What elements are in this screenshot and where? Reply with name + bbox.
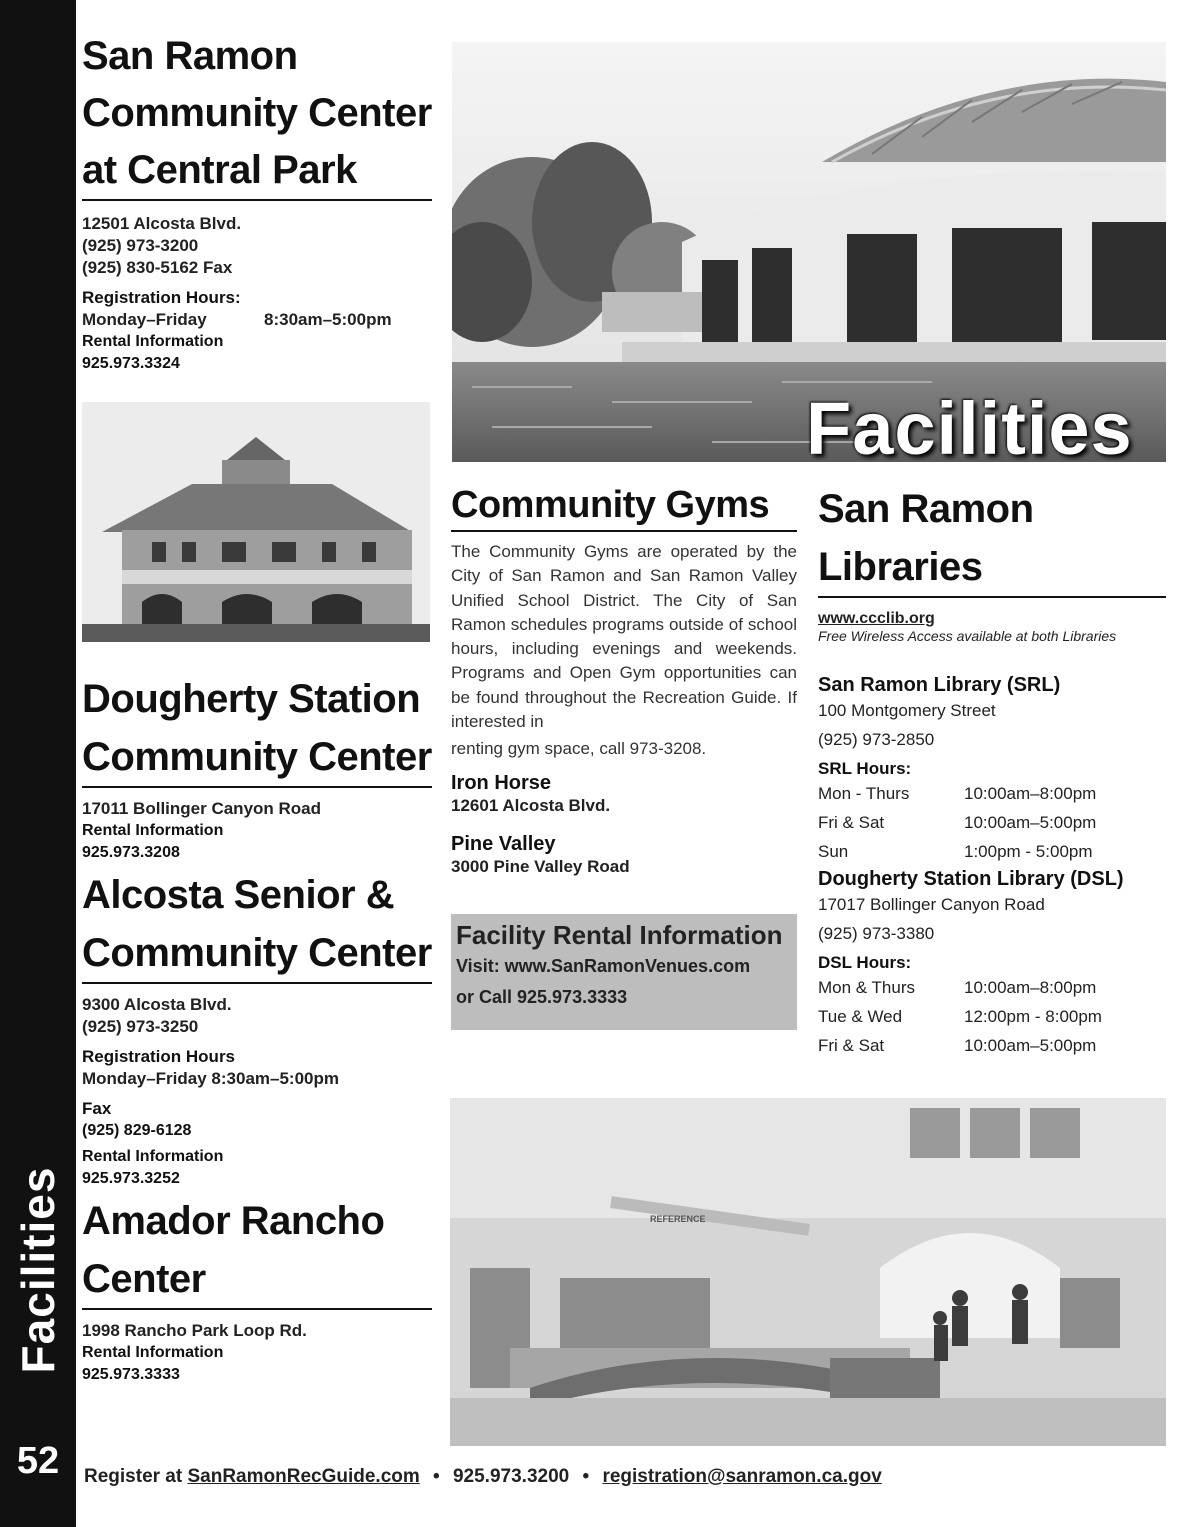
gyms-section	[451, 480, 797, 878]
rental-info-title: Facility Rental Information	[456, 920, 783, 950]
alcosta-rental-phone: 925.973.3252	[82, 1170, 180, 1187]
sidebar-title: Facilities	[12, 1166, 64, 1374]
dsl-hours-row: Fri & Sat 10:00am–5:00pm	[818, 1036, 1097, 1055]
dsl-hours-row: Mon & Thurs 10:00am–8:00pm	[818, 978, 1097, 997]
srl-address: 100 Montgomery Street	[818, 701, 996, 720]
rental-info-website: Visit: www.SanRamonVenues.com	[456, 956, 751, 976]
iron-horse-address: 12601 Alcosta Blvd.	[451, 795, 611, 815]
wireless-note: Free Wireless Access available at both Libraries	[818, 628, 1117, 644]
amador-title: Amador Rancho Center	[82, 1192, 432, 1310]
alcosta-reg-label: Registration Hours	[82, 1047, 236, 1066]
amador-rental-phone: 925.973.3333	[82, 1366, 180, 1383]
dsl-name: Dougherty Station Library (DSL)	[818, 868, 1124, 890]
dougherty-rental-label: Rental Information	[82, 822, 224, 839]
reference-sign: REFERENCE	[650, 1214, 706, 1224]
dsl-hours-table	[818, 973, 1166, 1060]
central-park-reg-label: Registration Hours:	[82, 288, 241, 307]
dougherty-photo	[82, 402, 430, 642]
amador-address: 1998 Rancho Park Loop Rd.	[82, 1321, 307, 1340]
alcosta-fax: (925) 829-6128	[82, 1122, 192, 1139]
dougherty-address: 17011 Bollinger Canyon Road	[82, 799, 322, 818]
libraries-section	[818, 480, 1166, 1060]
libraries-title: San Ramon Libraries	[818, 480, 1166, 598]
alcosta-section	[82, 866, 432, 1190]
central-park-contact: 12501 Alcosta Blvd. (925) 973-3200 (925) 830-5162 Fax	[82, 214, 242, 277]
srl-hours-table	[818, 779, 1166, 866]
footer-separator: •	[582, 1466, 590, 1487]
central-park-rental-label: Rental Information	[82, 333, 224, 350]
hero-title: Facilities	[806, 387, 1133, 470]
dougherty-title: Dougherty Station Community Center	[82, 670, 432, 788]
alcosta-fax-label: Fax	[82, 1099, 112, 1118]
pine-valley-address: 3000 Pine Valley Road	[451, 856, 630, 876]
dougherty-rental-phone: 925.973.3208	[82, 844, 180, 861]
gyms-title: Community Gyms	[451, 480, 797, 532]
footer-site-link[interactable]: SanRamonRecGuide.com	[187, 1466, 420, 1487]
footer	[84, 1466, 882, 1488]
alcosta-rental-label: Rental Information	[82, 1148, 224, 1165]
footer-email-link[interactable]: registration@sanramon.ca.gov	[602, 1466, 882, 1487]
page-number: 52	[16, 1440, 60, 1482]
central-park-title: San Ramon Community Center at Central Park	[82, 28, 432, 201]
gyms-paragraph: The Community Gyms are operated by the City of San Ramon and San Ramon Valley Unified School District. The City of San Ramon schedules programs outside of school hours, including evenings and weekends. Programs and Open Gym opportunities can be found throughout the Recreation Guide. If interested in	[451, 542, 797, 732]
iron-horse-name: Iron Horse	[451, 771, 552, 794]
sidebar	[0, 0, 76, 1527]
dougherty-section	[82, 670, 432, 864]
alcosta-reg-hours: Monday–Friday 8:30am–5:00pm	[82, 1069, 339, 1088]
gyms-paragraph-last: renting gym space, call 973-3208.	[451, 739, 707, 759]
central-park-section	[82, 28, 432, 375]
amador-rental-label: Rental Information	[82, 1344, 224, 1361]
srl-name: San Ramon Library (SRL)	[818, 674, 1061, 696]
srl-hours-row: Sun 1:00pm - 5:00pm	[818, 842, 1093, 861]
alcosta-title: Alcosta Senior & Community Center	[82, 866, 432, 984]
central-park-reg-hours: Monday–Friday 8:30am–5:00pm	[82, 310, 392, 329]
library-website-link[interactable]: www.ccclib.org	[818, 610, 935, 627]
rental-info-box	[451, 914, 797, 1030]
dsl-phone: (925) 973-3380	[818, 924, 935, 943]
alcosta-contact: 9300 Alcosta Blvd. (925) 973-3250	[82, 995, 232, 1036]
amador-section	[82, 1192, 432, 1386]
footer-prefix: Register at	[84, 1466, 188, 1487]
footer-phone: 925.973.3200	[452, 1466, 570, 1487]
srl-hours-row: Mon - Thurs 10:00am–8:00pm	[818, 784, 1097, 803]
pine-valley-name: Pine Valley	[451, 832, 556, 855]
rental-info-phone: or Call 925.973.3333	[456, 987, 628, 1007]
dsl-address: 17017 Bollinger Canyon Road	[818, 895, 1045, 914]
dsl-hours-label: DSL Hours:	[818, 953, 912, 972]
library-interior-photo	[450, 1098, 1166, 1446]
central-park-rental-phone: 925.973.3324	[82, 355, 180, 372]
srl-phone: (925) 973-2850	[818, 730, 935, 749]
srl-hours-row: Fri & Sat 10:00am–5:00pm	[818, 813, 1097, 832]
srl-hours-label: SRL Hours:	[818, 759, 912, 778]
dsl-hours-row: Tue & Wed 12:00pm - 8:00pm	[818, 1007, 1102, 1026]
footer-separator: •	[433, 1466, 440, 1487]
